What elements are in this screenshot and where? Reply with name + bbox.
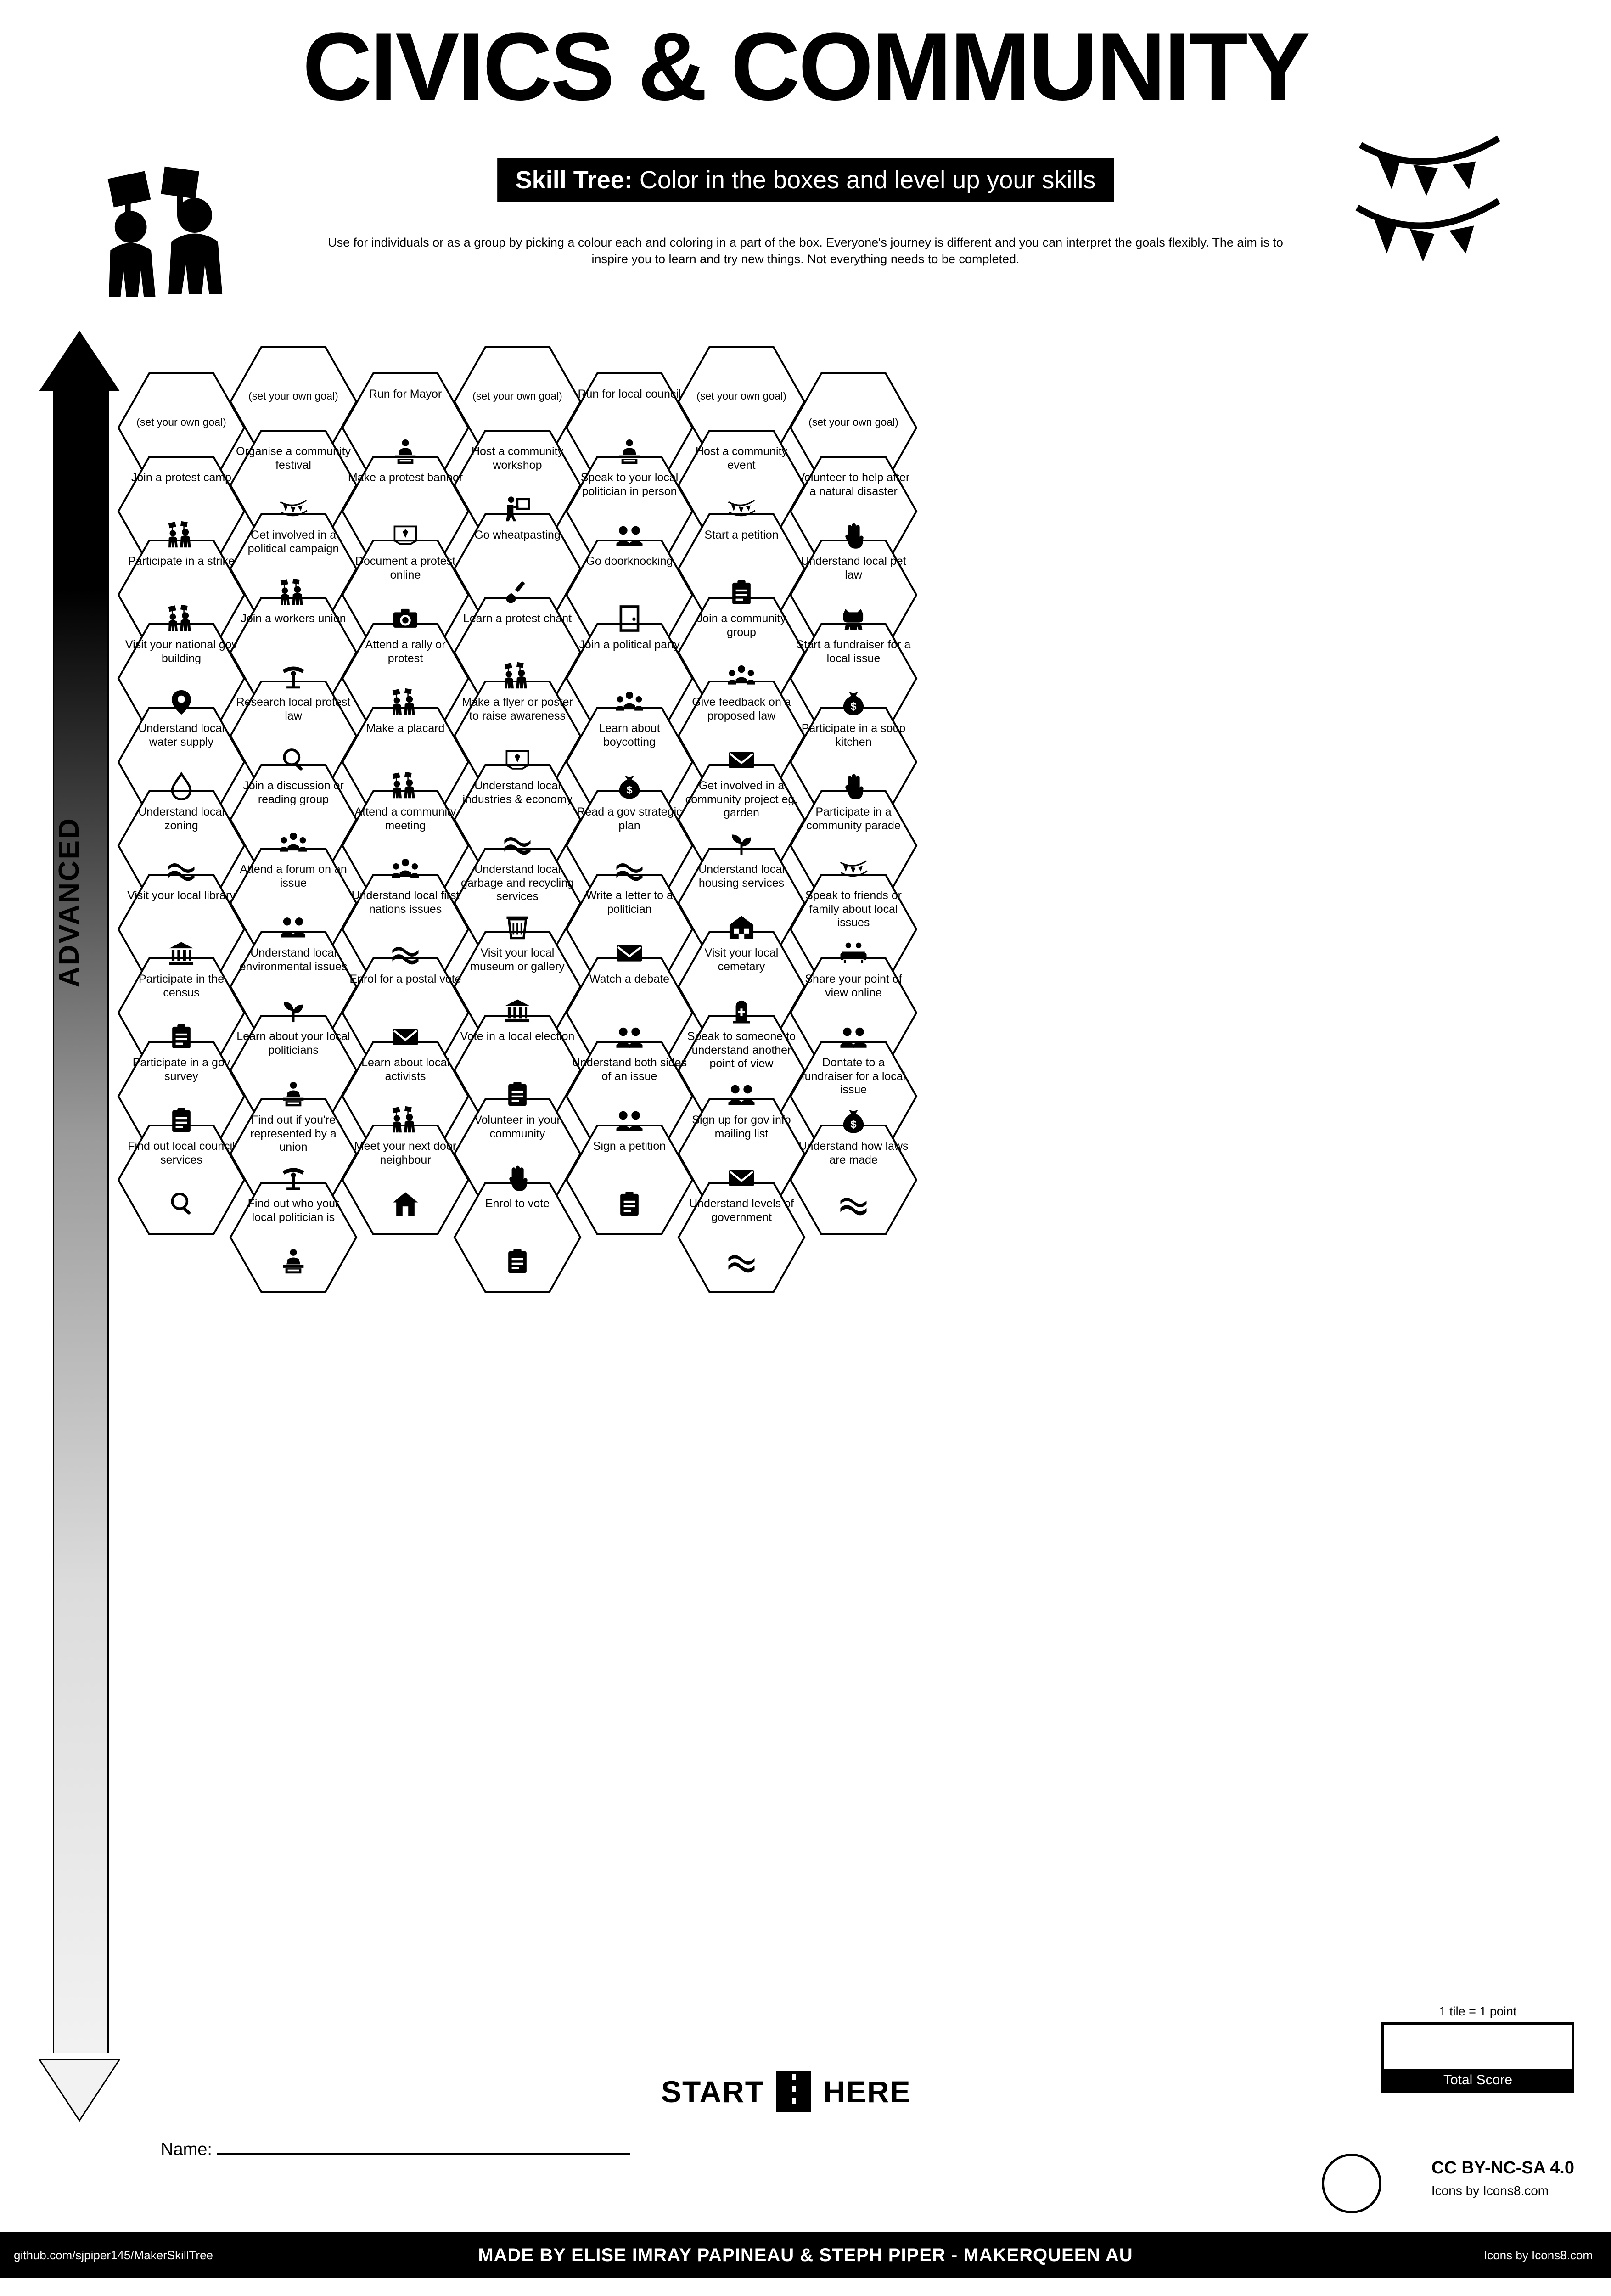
skill-tile[interactable] <box>565 1041 694 1152</box>
skill-tile[interactable] <box>117 456 246 567</box>
skill-tile-label: Understand local water supply <box>138 722 225 748</box>
plant-icon <box>229 996 358 1027</box>
skill-tile[interactable] <box>565 372 694 484</box>
bunting-icon <box>677 495 806 525</box>
skill-tile-label: Learn a protest chant <box>463 612 572 625</box>
skill-tile-label: Write a letter to a politician <box>586 889 673 916</box>
bunting-icon <box>1354 129 1551 294</box>
skill-tile[interactable] <box>565 1124 694 1236</box>
skill-tile[interactable] <box>453 764 582 875</box>
house-icon <box>341 1189 470 1220</box>
skill-tile-label: Document a protest online <box>355 555 456 581</box>
axis-label-advanced: ADVANCED <box>53 817 85 987</box>
skill-tile[interactable] <box>229 1182 358 1293</box>
skill-tile[interactable] <box>789 1124 918 1236</box>
money-icon <box>789 688 918 719</box>
people-icon <box>229 912 358 943</box>
skill-tile[interactable] <box>229 680 358 792</box>
envelope-icon <box>341 1022 470 1053</box>
protest-icon <box>117 521 246 551</box>
skill-tile-label: Participate in the census <box>138 973 225 999</box>
search-icon <box>117 1189 246 1220</box>
skill-tile[interactable] <box>117 1041 246 1152</box>
hand-icon <box>789 521 918 551</box>
skill-tile[interactable] <box>677 429 806 541</box>
skill-tile[interactable] <box>341 539 470 651</box>
skill-tile-label: Visit your local library <box>127 889 236 902</box>
skill-tile[interactable] <box>453 597 582 708</box>
skill-tile[interactable] <box>789 957 918 1069</box>
skill-tile-label: Understand local environmental issues <box>239 946 348 973</box>
footer-icons-credit: Icons by Icons8.com <box>1484 2248 1593 2262</box>
skill-tile-label: Learn about local activists <box>361 1056 449 1083</box>
skill-tile-label: Run for local council <box>578 388 681 400</box>
skill-tile[interactable] <box>117 790 246 901</box>
tile-point-note: 1 tile = 1 point <box>1439 2004 1517 2018</box>
skill-tile-label: Make a placard <box>366 722 445 735</box>
twopeople-icon <box>565 1106 694 1137</box>
svg-text:$: $ <box>626 784 633 796</box>
droplet-icon <box>117 771 246 802</box>
skill-tile[interactable] <box>341 456 470 567</box>
search-icon <box>229 745 358 776</box>
clipboard-icon <box>565 1189 694 1220</box>
group-icon <box>229 829 358 860</box>
skill-tile-label: Get involved in a political campaign <box>247 529 339 555</box>
skill-tile-label: Get involved in a community project eg. garden <box>685 779 798 819</box>
group-icon <box>565 688 694 719</box>
author-credit: MADE BY ELISE IMRAY PAPINEAU & STEPH PIPER - MAKERQUEEN AU <box>478 2245 1133 2265</box>
skill-tile[interactable] <box>229 931 358 1042</box>
skill-tile[interactable] <box>453 931 582 1042</box>
skill-tile[interactable] <box>565 456 694 567</box>
map-icon <box>789 1189 918 1220</box>
skill-tile-label: (set your own goal) <box>248 390 338 402</box>
skill-tile-label: Enrol to vote <box>485 1197 550 1210</box>
skill-tile[interactable] <box>117 873 246 985</box>
skill-tile[interactable] <box>229 429 358 541</box>
clipboard-icon <box>117 1106 246 1137</box>
banner-icon <box>341 521 470 551</box>
skill-tile-label: Join a community group <box>696 612 786 639</box>
road-icon <box>776 2071 811 2112</box>
skill-tile[interactable] <box>117 957 246 1069</box>
skill-tile[interactable] <box>453 680 582 792</box>
twopeople-icon <box>565 1022 694 1053</box>
skill-tile[interactable] <box>789 1041 918 1152</box>
skill-tile[interactable] <box>453 847 582 959</box>
pin-icon <box>117 688 246 719</box>
skill-tile-label: Attend a rally or protest <box>365 638 446 665</box>
start-here-marker <box>661 2071 911 2112</box>
skill-tile-label: Run for Mayor <box>369 388 442 400</box>
skill-tree-grid <box>117 317 1586 2043</box>
score-entry-area[interactable] <box>1381 2022 1574 2093</box>
skill-tile-label: Share your point of view online <box>805 973 902 999</box>
name-field[interactable] <box>161 2140 630 2160</box>
github-link[interactable]: github.com/sjpiper145/MakerSkillTree <box>14 2248 213 2262</box>
total-score-label: Total Score <box>1384 2069 1572 2091</box>
skill-tile[interactable] <box>565 706 694 818</box>
skill-tile[interactable] <box>453 1098 582 1210</box>
politician-icon <box>229 1080 358 1110</box>
skill-tile-label: Enrol for a postal vote <box>349 973 461 985</box>
door-icon <box>565 604 694 635</box>
bunting-icon <box>229 495 358 525</box>
skill-tile-label: Start a fundraiser for a local issue <box>796 638 911 665</box>
skill-tile[interactable] <box>117 623 246 734</box>
skill-tile-label: Join a discussion or reading group <box>243 779 344 806</box>
subtitle-label: Skill Tree: <box>515 166 633 194</box>
skill-tile-label: Read a gov strategic plan <box>577 805 682 832</box>
skill-tile-label: Visit your local cemetary <box>704 946 779 973</box>
skill-tile-label: Understand local industries & economy <box>462 779 573 806</box>
skill-tile-label: Make a protest banner <box>348 471 463 484</box>
skill-tile[interactable] <box>789 873 918 985</box>
skill-tile-label: Start a petition <box>704 529 779 541</box>
skill-tile[interactable] <box>453 513 582 625</box>
plant-icon <box>677 829 806 860</box>
skill-tile-label: Speak to friends or family about local issues <box>805 889 902 929</box>
svg-text:$: $ <box>850 700 857 713</box>
politician-icon <box>565 437 694 468</box>
skill-tile-label: Learn about your local politicians <box>236 1030 350 1057</box>
money-icon <box>565 771 694 802</box>
skill-tile[interactable] <box>677 597 806 708</box>
union-icon <box>229 662 358 692</box>
skill-tile[interactable] <box>565 623 694 734</box>
intro-paragraph: Use for individuals or as a group by picking a colour each and coloring in a part of the box. Everyone's journey is different and you can interpret the goals flexibly. The aim is to inspire you to learn and try new things. Not everything needs to be completed. <box>328 236 1283 266</box>
protest-icon <box>341 1106 470 1137</box>
clipboard-icon <box>453 1080 582 1110</box>
skill-tile[interactable] <box>789 456 918 567</box>
skill-tile[interactable] <box>453 1014 582 1126</box>
map-icon <box>453 829 582 860</box>
skill-tile[interactable] <box>789 539 918 651</box>
banner-icon <box>453 745 582 776</box>
envelope-icon <box>565 939 694 969</box>
license-block <box>1431 2158 1574 2198</box>
skill-tile-label: Give feedback on a proposed law <box>692 696 791 722</box>
bank-icon <box>453 996 582 1027</box>
house2-icon <box>677 912 806 943</box>
hand-icon <box>789 771 918 802</box>
skill-tile[interactable] <box>565 790 694 901</box>
skill-tile-label: Attend a community meeting <box>354 805 456 832</box>
skill-tile[interactable] <box>565 539 694 651</box>
skill-tile-label: Participate in a strike <box>128 555 235 568</box>
skill-tile-label: Attend a forum on an issue <box>240 863 347 889</box>
skill-tile-label: Speak to someone to understand another point of view <box>687 1030 796 1070</box>
skill-tile-label: Understand levels of government <box>689 1197 794 1224</box>
clipboard-icon <box>117 1022 246 1053</box>
skill-tile[interactable] <box>229 764 358 875</box>
skill-tile[interactable] <box>677 1182 806 1293</box>
skill-tile-label: Volunteer in your community <box>474 1114 561 1140</box>
skill-tile-label: Find out who your local politician is <box>247 1197 339 1224</box>
protest-icon <box>341 771 470 802</box>
difficulty-axis <box>39 331 119 2122</box>
skill-tile[interactable] <box>789 790 918 901</box>
skill-tile-label: (set your own goal) <box>808 416 898 428</box>
skill-tile[interactable] <box>229 1014 358 1126</box>
skill-tile-label: Speak to your local politician in person <box>580 471 679 498</box>
clipboard-icon <box>677 578 806 609</box>
presenter-icon <box>453 495 582 525</box>
start-word: START <box>661 2075 765 2109</box>
group-icon <box>677 662 806 692</box>
bank-icon <box>117 939 246 969</box>
protest-icon <box>453 662 582 692</box>
skill-tile[interactable] <box>565 873 694 985</box>
skill-tile-label: Watch a debate <box>589 973 670 985</box>
subtitle-text: Color in the boxes and level up your skills <box>639 166 1096 194</box>
skill-tile-label: (set your own goal) <box>696 390 786 402</box>
skill-tile[interactable] <box>229 1098 358 1210</box>
skill-tile-label: Organise a community festival <box>236 445 351 472</box>
skill-tile[interactable] <box>229 513 358 625</box>
skill-tile-label: Understand how laws are made <box>798 1140 909 1166</box>
skill-tile[interactable] <box>453 1182 582 1293</box>
twopeople-icon <box>565 521 694 551</box>
license-text: CC BY-NC-SA 4.0 <box>1431 2158 1574 2178</box>
skill-tile-label: Join a protest camp <box>131 471 232 484</box>
skill-tile-label: Understand local housing services <box>698 863 785 889</box>
skill-tile[interactable] <box>117 706 246 818</box>
skill-tile-label: Go doorknocking <box>586 555 673 568</box>
skill-tile-label: Visit your national gov building <box>125 638 238 665</box>
skill-tile[interactable] <box>453 429 582 541</box>
icons-credit: Icons by Icons8.com <box>1431 2183 1549 2198</box>
footer-bar <box>0 2232 1611 2278</box>
skill-tile[interactable] <box>229 847 358 959</box>
protest-icon <box>341 688 470 719</box>
union-icon <box>229 1163 358 1194</box>
cc-badge-icon <box>1322 2154 1381 2213</box>
skill-tile[interactable] <box>677 847 806 959</box>
protest-icon <box>117 604 246 635</box>
page-title: CIVICS & COMMUNITY <box>302 12 1309 120</box>
svg-text:$: $ <box>850 1118 857 1131</box>
skill-tile-label: Meet your next door neighbour <box>354 1140 457 1166</box>
subtitle-banner <box>497 158 1114 202</box>
skill-tile[interactable] <box>229 597 358 708</box>
skill-tile-label: Understand local garbage and recycling services <box>461 863 574 903</box>
skill-tile-label: Vote in a local election <box>460 1030 575 1043</box>
camera-icon <box>341 604 470 635</box>
group-icon <box>341 855 470 886</box>
skill-tile[interactable] <box>341 873 470 985</box>
skill-tile-label: (set your own goal) <box>136 416 226 428</box>
envelope-icon <box>677 1163 806 1194</box>
twopeople-icon <box>789 1022 918 1053</box>
skill-tile[interactable] <box>789 706 918 818</box>
protest-icon <box>229 578 358 609</box>
skill-tile[interactable] <box>677 1098 806 1210</box>
skill-tile[interactable] <box>565 957 694 1069</box>
skill-tile[interactable] <box>341 1041 470 1152</box>
skill-tile-label: Visit your local museum or gallery <box>470 946 565 973</box>
skill-tile-label: Join a political party <box>579 638 680 651</box>
skill-tile-label: Join a workers union <box>241 612 346 625</box>
politician-icon <box>229 1247 358 1277</box>
skill-tile[interactable] <box>789 623 918 734</box>
skill-tile[interactable] <box>677 1014 806 1126</box>
axis-label-basics <box>53 670 85 2296</box>
name-rule <box>217 2153 630 2155</box>
map-icon <box>341 939 470 969</box>
skill-tile-label: Participate in a soup kitchen <box>801 722 906 748</box>
skill-tile-label: Participate in a community parade <box>806 805 901 832</box>
skill-tile-label: Understand local zoning <box>138 805 225 832</box>
map-icon <box>117 855 246 886</box>
skill-tile[interactable] <box>341 1124 470 1236</box>
map-icon <box>565 855 694 886</box>
politician-icon <box>341 437 470 468</box>
bunting-icon <box>789 855 918 886</box>
brush-icon <box>453 578 582 609</box>
skill-tile[interactable] <box>341 706 470 818</box>
skill-tile[interactable] <box>677 680 806 792</box>
hand-icon <box>453 1163 582 1194</box>
skill-tile-label: Host a community event <box>695 445 788 472</box>
name-label: Name: <box>161 2140 212 2159</box>
skill-tile[interactable] <box>117 1124 246 1236</box>
total-score-box <box>1381 2004 1574 2093</box>
skill-tile-label: Go wheatpasting <box>474 529 561 541</box>
money-icon <box>789 1106 918 1137</box>
skill-tile[interactable] <box>117 539 246 651</box>
skill-tile-label: Understand both sides of an issue <box>572 1056 687 1083</box>
skill-tile-label: Understand local first nations issues <box>351 889 460 916</box>
protest-people-icon <box>99 163 273 296</box>
skill-tile[interactable] <box>341 372 470 484</box>
skill-tile-label: Find out if you're represented by a union <box>250 1114 337 1154</box>
skill-tile-label: Learn about boycotting <box>599 722 660 748</box>
skill-tile-label: Research local protest law <box>236 696 351 722</box>
skill-tile-label: Make a flyer or poster to raise awareness <box>462 696 573 722</box>
skill-tile[interactable] <box>677 931 806 1042</box>
skill-tile-label: Volunteer to help after a natural disaster <box>797 471 910 498</box>
grave-icon <box>677 996 806 1027</box>
map-icon <box>677 1247 806 1277</box>
here-word: HERE <box>823 2075 911 2109</box>
skill-tile[interactable] <box>341 623 470 734</box>
skill-tile-label: Participate in a gov survey <box>132 1056 230 1083</box>
skill-tile-label: Sign up for gov info mailing list <box>692 1114 791 1140</box>
bin-icon <box>453 912 582 943</box>
clipboard-icon <box>453 1247 582 1277</box>
skill-tile-label: Sign a petition <box>593 1140 666 1153</box>
skill-tile[interactable] <box>677 764 806 875</box>
skill-tile-label: Dontate to a fundraiser for a local issue <box>801 1056 906 1096</box>
skill-tile-label: Host a community workshop <box>471 445 564 472</box>
dog-icon <box>789 604 918 635</box>
skill-tile-label: Understand local pet law <box>801 555 906 581</box>
skill-tile-label: Find out local council services <box>128 1140 235 1166</box>
skill-tile[interactable] <box>677 513 806 625</box>
skill-tile[interactable] <box>341 957 470 1069</box>
envelope-icon <box>677 745 806 776</box>
sofa-icon <box>789 939 918 969</box>
skill-tile-label: (set your own goal) <box>472 390 562 402</box>
twopeople-icon <box>677 1080 806 1110</box>
skill-tile[interactable] <box>341 790 470 901</box>
